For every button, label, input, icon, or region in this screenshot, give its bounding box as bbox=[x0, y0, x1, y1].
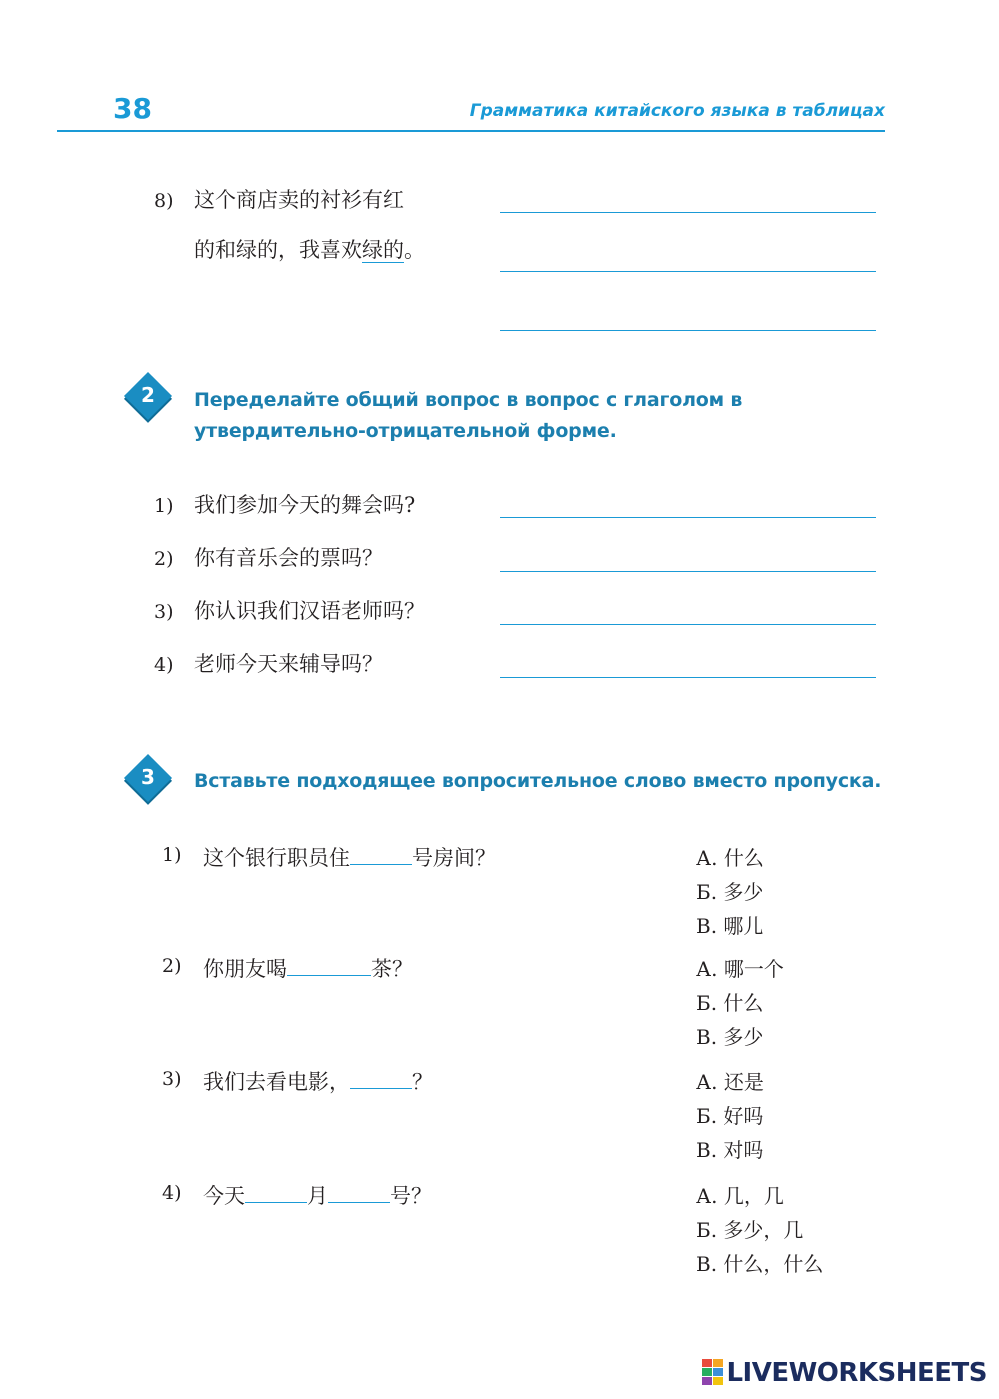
sentence-prefix: 的和绿的，我喜欢 bbox=[194, 238, 362, 262]
option-c[interactable]: В. 多少 bbox=[696, 1025, 764, 1049]
item-number: 3) bbox=[154, 601, 174, 623]
fill-in-blank[interactable] bbox=[245, 1180, 307, 1203]
option-c[interactable]: В. 什么，什么 bbox=[696, 1252, 824, 1276]
option-b[interactable]: Б. 好吗 bbox=[696, 1104, 764, 1128]
question-after-blank: 号？ bbox=[390, 1184, 432, 1208]
item-number: 2) bbox=[154, 548, 174, 570]
question-before-blank: 你朋友喝 bbox=[203, 957, 287, 981]
answer-line[interactable] bbox=[500, 677, 876, 678]
fill-in-blank[interactable] bbox=[328, 1180, 390, 1203]
question-after-blank: ？ bbox=[412, 1070, 433, 1094]
answer-line[interactable] bbox=[500, 624, 876, 625]
page-number: 38 bbox=[113, 92, 152, 125]
question-after-blank: 号房间？ bbox=[412, 846, 496, 870]
question-after-blank: 茶？ bbox=[371, 957, 413, 981]
exercise-number: 3 bbox=[141, 765, 155, 789]
option-a[interactable]: А. 还是 bbox=[696, 1070, 764, 1094]
logo-text: LIVEWORKSHEETS bbox=[726, 1358, 987, 1388]
question-text bbox=[203, 842, 496, 870]
exercise-2-instruction: Переделайте общий вопрос в вопрос с глаголом в утвердительно-отрицательной форме. bbox=[194, 389, 743, 442]
answer-line[interactable] bbox=[500, 330, 876, 331]
sentence-suffix: 。 bbox=[404, 238, 425, 262]
question-before-blank: 这个银行职员住 bbox=[203, 846, 350, 870]
option-a[interactable]: А. 几，几 bbox=[696, 1184, 784, 1208]
option-c[interactable]: В. 对吗 bbox=[696, 1138, 764, 1162]
option-b[interactable]: Б. 多少，几 bbox=[696, 1218, 804, 1242]
option-b[interactable]: Б. 多少 bbox=[696, 880, 764, 904]
exercise-3-instruction: Вставьте подходящее вопросительное слово вместо пропуска. bbox=[194, 770, 882, 792]
option-c[interactable]: В. 哪儿 bbox=[696, 914, 764, 938]
question-text bbox=[203, 1066, 433, 1094]
fill-in-blank[interactable] bbox=[287, 953, 371, 976]
item-number: 1) bbox=[154, 495, 174, 517]
liveworksheets-logo[interactable] bbox=[702, 1358, 987, 1388]
item-number: 4) bbox=[162, 1182, 182, 1204]
question-text: 你认识我们汉语老师吗？ bbox=[194, 599, 425, 623]
question-before-blank: 今天 bbox=[203, 1184, 245, 1208]
header-rule bbox=[57, 130, 885, 132]
logo-cubes-icon bbox=[702, 1359, 724, 1387]
item-number: 1) bbox=[162, 844, 182, 866]
fill-in-blank[interactable] bbox=[350, 842, 412, 865]
option-a[interactable]: А. 哪一个 bbox=[696, 957, 784, 981]
option-a[interactable]: А. 什么 bbox=[696, 846, 764, 870]
running-title: Грамматика китайского языка в таблицах bbox=[469, 101, 885, 121]
item-number: 2) bbox=[162, 955, 182, 977]
exercise-1-item-8-line-2 bbox=[194, 238, 425, 262]
question-middle: 月 bbox=[307, 1184, 328, 1208]
answer-line[interactable] bbox=[500, 212, 876, 213]
item-number: 8) bbox=[154, 190, 174, 212]
question-before-blank: 我们去看电影， bbox=[203, 1070, 350, 1094]
option-b[interactable]: Б. 什么 bbox=[696, 991, 764, 1015]
underlined-word: 绿的 bbox=[362, 238, 404, 262]
question-text: 我们参加今天的舞会吗? bbox=[194, 493, 416, 517]
answer-line[interactable] bbox=[500, 271, 876, 272]
item-number: 4) bbox=[154, 654, 174, 676]
question-text: 老师今天来辅导吗？ bbox=[194, 652, 383, 676]
answer-line[interactable] bbox=[500, 571, 876, 572]
exercise-number: 2 bbox=[141, 383, 155, 407]
question-text bbox=[203, 953, 413, 981]
item-number: 3) bbox=[162, 1068, 182, 1090]
question-text: 你有音乐会的票吗？ bbox=[194, 546, 383, 570]
fill-in-blank[interactable] bbox=[350, 1066, 412, 1089]
question-text bbox=[203, 1180, 432, 1208]
exercise-1-item-8-line-1: 这个商店卖的衬衫有红 bbox=[194, 188, 404, 212]
answer-line[interactable] bbox=[500, 517, 876, 518]
